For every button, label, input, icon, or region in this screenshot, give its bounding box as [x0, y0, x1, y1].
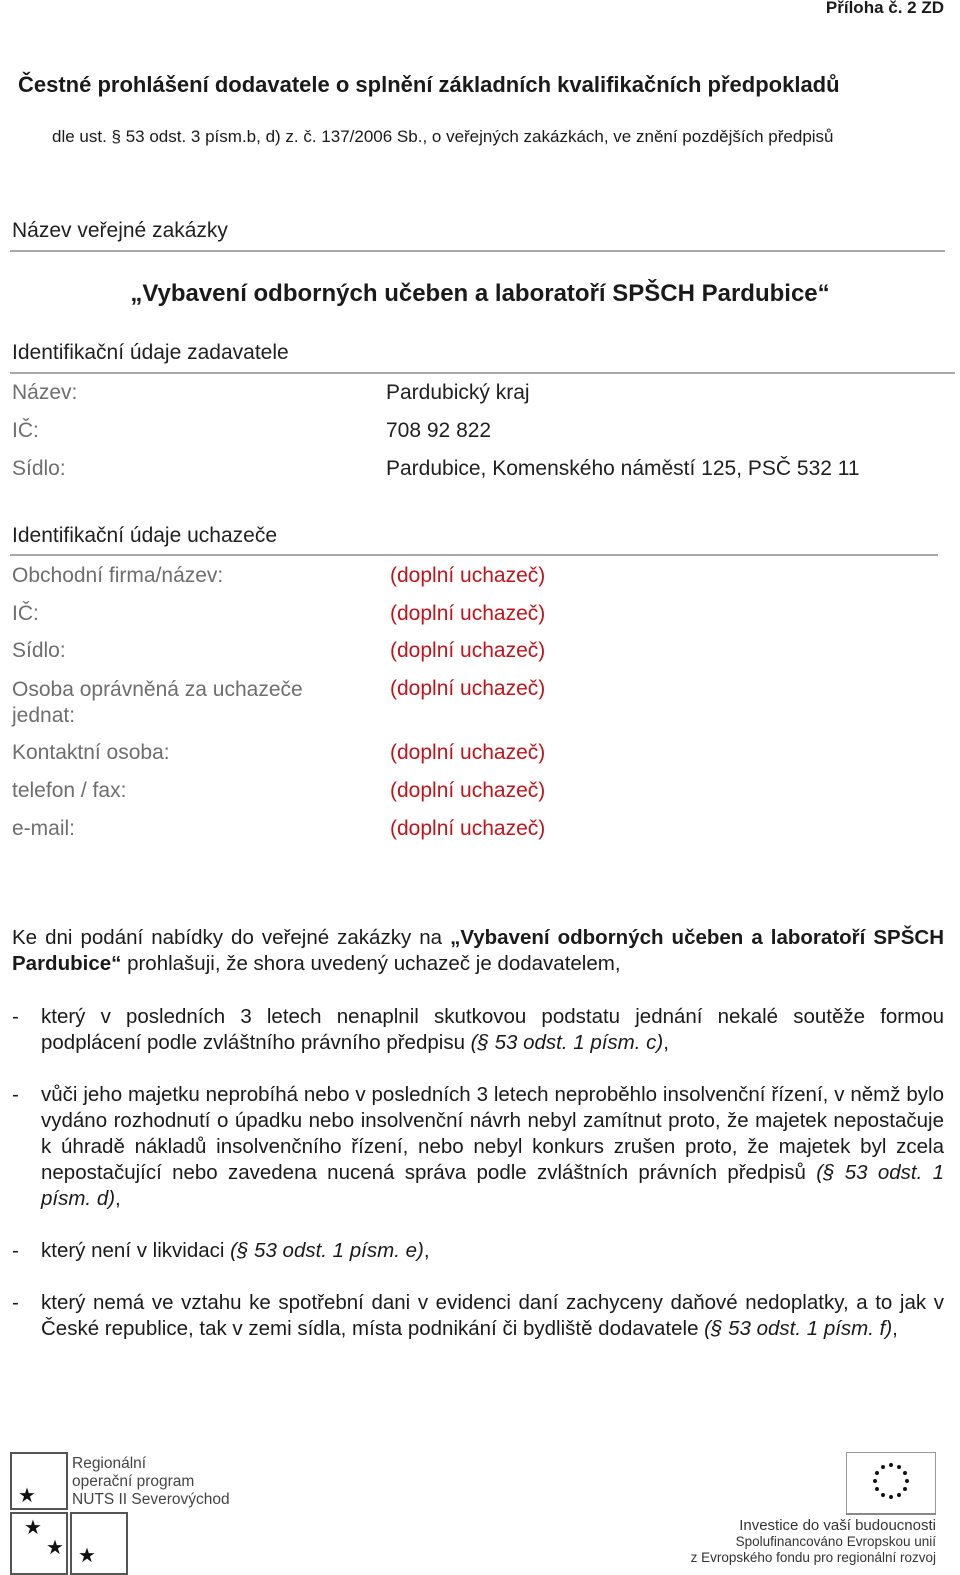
logo-square	[10, 1452, 68, 1510]
declaration-intro: Ke dni podání nabídky do veřejné zakázky na „Vybavení odborných učeben a laboratoří SPŠCH Pardubice“ prohlašuji, že shora uvedený uchazeč je dodavatelem,	[12, 926, 944, 975]
document-title: Čestné prohlášení dodavatele o splnění základních kvalifikačních předpokladů	[18, 72, 840, 97]
divider	[10, 250, 945, 252]
applicant-contact-label: Kontaktní osoba:	[12, 741, 170, 764]
applicant-email-value: (doplní uchazeč)	[390, 817, 546, 840]
annex-label: Příloha č. 2 ZD	[825, 0, 944, 17]
authority-id-value: 708 92 822	[386, 419, 492, 442]
authority-seat-value: Pardubice, Komenského náměstí 125, PSČ 532 11	[386, 457, 860, 480]
star-icon: ★	[78, 1545, 96, 1567]
declaration-item: - vůči jeho majetku neprobíhá nebo v posledních 3 letech neproběhlo insolvenční řízení, v němž bylo vydáno rozhodnutí o úpadku nebo insolvenční návrh nebyl zamítnut proto, že majetek nepostačuje k úhradě nákladů insolvenčního řízení, nebo nebyl konkurs zrušen proto, že majetek byl zcela nepostačující nebo zavedena nucená správa podle zvláštních právních předpisů (§ 53 odst. 1 písm. d),	[12, 1083, 944, 1210]
legal-reference: (§ 53 odst. 1 písm. e)	[230, 1239, 424, 1262]
applicant-email-label: e-mail:	[12, 817, 76, 840]
applicant-phone-value: (doplní uchazeč)	[390, 779, 546, 802]
tender-heading: Název veřejné zakázky	[12, 219, 228, 242]
divider	[10, 554, 938, 556]
logo-square	[10, 1512, 68, 1575]
applicant-seat-value: (doplní uchazeč)	[390, 639, 546, 662]
eu-logo-text: Investice do vaší budoucnosti Spolufinancováno Evropskou unií z Evropského fondu pro regionální rozvoj	[690, 1517, 936, 1565]
applicant-company-value: (doplní uchazeč)	[390, 564, 546, 587]
applicant-representative-label: Osoba oprávněná za uchazeče jednat:	[12, 678, 303, 727]
authority-name-value: Pardubický kraj	[386, 381, 530, 404]
applicant-company-label: Obchodní firma/název:	[12, 564, 224, 587]
applicant-phone-label: telefon / fax:	[12, 779, 127, 802]
star-icon: ★	[46, 1537, 64, 1559]
legal-reference: (§ 53 odst. 1 písm. c)	[470, 1031, 664, 1054]
authority-id-label: IČ:	[12, 419, 39, 442]
authority-heading: Identifikační údaje zadavatele	[12, 341, 289, 364]
applicant-heading: Identifikační údaje uchazeče	[12, 524, 278, 547]
applicant-id-label: IČ:	[12, 602, 39, 625]
declaration-item: - který není v likvidaci (§ 53 odst. 1 písm. e),	[12, 1239, 430, 1262]
tender-name: „Vybavení odborných učeben a laboratoří SPŠCH Pardubice“	[130, 280, 830, 307]
declaration-item: - který v posledních 3 letech nenaplnil skutkovou podstatu jednání nekalé soutěže formou podplácení podle zvláštního právního předpisu (§ 53 odst. 1 písm. c),	[12, 1005, 944, 1054]
declaration-item: - který nemá ve vztahu ke spotřební dani v evidenci daní zachyceny daňové nedoplatky, a to jak v České republice, tak v zemi sídla, místa podnikání či bydliště dodavatele (§ 53 odst. 1 písm. f),	[12, 1291, 944, 1340]
document-subtitle: dle ust. § 53 odst. 3 písm.b, d) z. č. 137/2006 Sb., o veřejných zakázkách, ve znění pozdějších předpisů	[52, 127, 834, 146]
rop-logo	[10, 1452, 260, 1575]
star-icon: ★	[24, 1517, 42, 1539]
legal-reference: (§ 53 odst. 1 písm. d)	[41, 1161, 944, 1210]
eu-flag-icon	[846, 1452, 936, 1514]
divider	[10, 372, 955, 374]
applicant-representative-value: (doplní uchazeč)	[390, 677, 546, 700]
star-icon: ★	[18, 1485, 36, 1507]
legal-reference: (§ 53 odst. 1 písm. f)	[704, 1317, 893, 1340]
applicant-contact-value: (doplní uchazeč)	[390, 741, 546, 764]
rop-logo-text: Regionální operační program NUTS II Severovýchod	[72, 1455, 230, 1508]
declaration-tender-name: „Vybavení odborných učeben a laboratoří SPŠCH Pardubice“	[12, 926, 944, 975]
authority-seat-label: Sídlo:	[12, 457, 66, 480]
divider	[846, 1513, 936, 1515]
applicant-seat-label: Sídlo:	[12, 639, 66, 662]
applicant-id-value: (doplní uchazeč)	[390, 602, 546, 625]
authority-name-label: Název:	[12, 381, 78, 404]
logo-square	[70, 1512, 128, 1575]
